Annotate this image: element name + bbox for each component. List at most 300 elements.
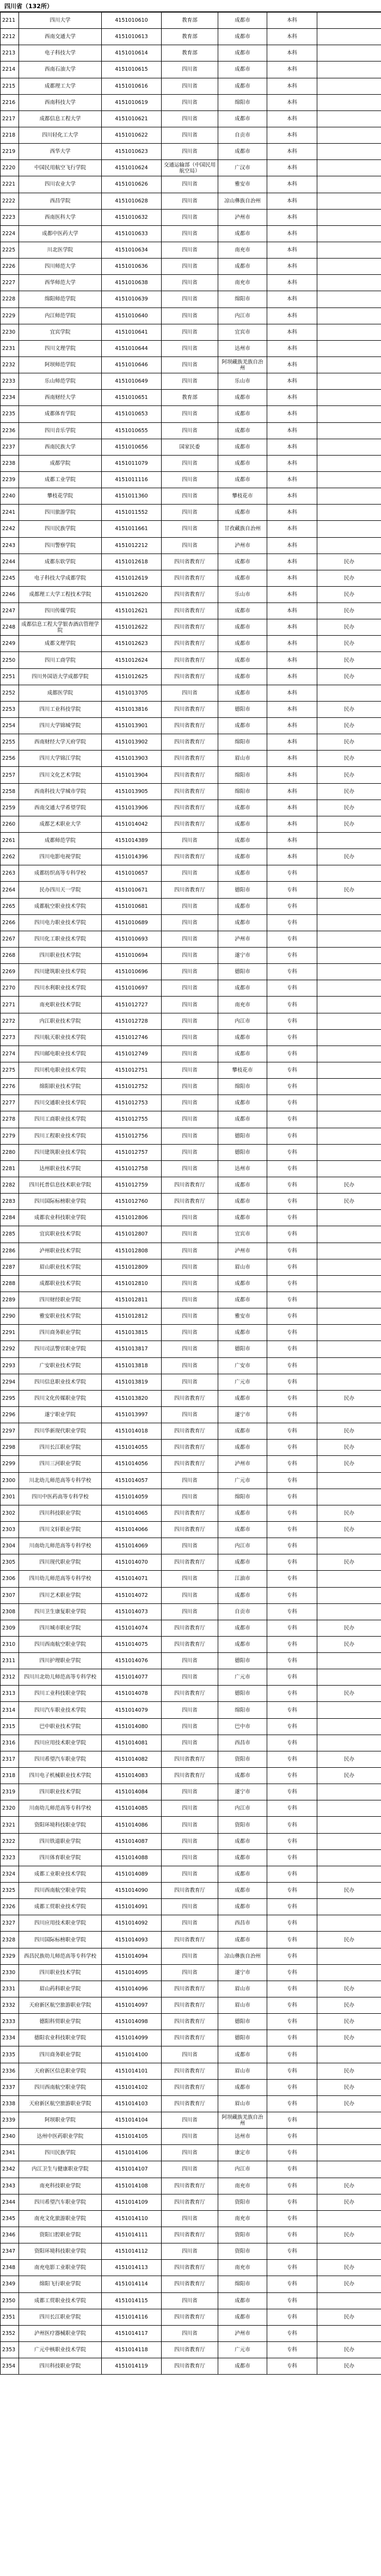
table-row xyxy=(1,1013,381,1029)
school-name-cell: 西南财经大学天府学院 xyxy=(19,734,102,751)
level-cell: 本科 xyxy=(267,308,317,324)
level-cell: 本科 xyxy=(267,13,317,29)
school-code-cell: 4151010634 xyxy=(102,242,162,258)
level-cell: 本科 xyxy=(267,455,317,471)
school-code-cell: 4151010696 xyxy=(102,964,162,980)
remark-cell: 民办 xyxy=(317,1194,381,1210)
table-row xyxy=(1,668,381,685)
location-cell: 成都市 xyxy=(218,1292,267,1308)
table-row xyxy=(1,1603,381,1620)
school-code-cell: 4151012756 xyxy=(102,1128,162,1144)
authority-cell: 四川省教育厅 xyxy=(162,1456,218,1472)
school-name-cell: 西南石油大学 xyxy=(19,62,102,78)
row-index-cell: 2352 xyxy=(1,2325,19,2341)
remark-cell xyxy=(317,964,381,980)
authority-cell: 四川省教育厅 xyxy=(162,2095,218,2112)
school-name-cell: 广元中核职业技术学院 xyxy=(19,2341,102,2358)
level-cell: 专科 xyxy=(267,1226,317,1243)
level-cell: 专科 xyxy=(267,1406,317,1423)
table-row xyxy=(1,2194,381,2210)
remark-cell xyxy=(317,94,381,110)
school-name-cell: 四川外国语大学成都学院 xyxy=(19,668,102,685)
authority-cell: 教育部 xyxy=(162,390,218,406)
authority-cell: 四川省 xyxy=(162,78,218,94)
remark-cell xyxy=(317,2161,381,2178)
table-row xyxy=(1,356,381,373)
school-code-cell: 4151010622 xyxy=(102,127,162,143)
authority-cell: 四川省 xyxy=(162,980,218,997)
school-name-cell: 四川职业技术学院 xyxy=(19,1784,102,1800)
authority-cell: 四川省教育厅 xyxy=(162,1440,218,1456)
remark-cell xyxy=(317,1079,381,1095)
authority-cell: 四川省 xyxy=(162,1653,218,1669)
school-name-cell: 资阳口腔职业学院 xyxy=(19,2227,102,2243)
school-code-cell: 4151014114 xyxy=(102,2276,162,2292)
level-cell: 本科 xyxy=(267,816,317,832)
remark-cell: 民办 xyxy=(317,1768,381,1784)
authority-cell: 四川省 xyxy=(162,356,218,373)
row-index-cell: 2307 xyxy=(1,1587,19,1603)
level-cell: 专科 xyxy=(267,1160,317,1177)
location-cell: 达州市 xyxy=(218,1160,267,1177)
table-row xyxy=(1,78,381,94)
table-row xyxy=(1,1440,381,1456)
authority-cell: 四川省 xyxy=(162,340,218,356)
remark-cell: 民办 xyxy=(317,2030,381,2046)
school-code-cell: 4151011661 xyxy=(102,521,162,537)
row-index-cell: 2230 xyxy=(1,324,19,340)
row-index-cell: 2344 xyxy=(1,2194,19,2210)
location-cell: 成都市 xyxy=(218,685,267,701)
table-row xyxy=(1,2325,381,2341)
authority-cell: 交通运输部（中国民用航空局） xyxy=(162,160,218,176)
row-index-cell: 2335 xyxy=(1,2046,19,2063)
school-name-cell: 四川现代职业学院 xyxy=(19,1554,102,1571)
remark-cell xyxy=(317,1210,381,1226)
location-cell: 德阳市 xyxy=(218,964,267,980)
remark-cell xyxy=(317,1128,381,1144)
school-name-cell: 成都中医药大学 xyxy=(19,225,102,242)
location-cell: 成都市 xyxy=(218,1866,267,1882)
level-cell: 专科 xyxy=(267,2079,317,2095)
table-row xyxy=(1,193,381,209)
table-row xyxy=(1,62,381,78)
authority-cell: 四川省教育厅 xyxy=(162,2309,218,2325)
school-name-cell: 宜宾职业技术学院 xyxy=(19,1226,102,1243)
school-code-cell: 4151013901 xyxy=(102,718,162,734)
table-row xyxy=(1,2129,381,2145)
table-row xyxy=(1,1111,381,1128)
school-name-cell: 四川文化艺术学院 xyxy=(19,767,102,783)
authority-cell: 四川省教育厅 xyxy=(162,2194,218,2210)
school-code-cell: 4151014070 xyxy=(102,1554,162,1571)
school-name-cell: 四川机电职业技术学院 xyxy=(19,1062,102,1079)
authority-cell: 四川省教育厅 xyxy=(162,1932,218,1948)
school-code-cell: 4151012760 xyxy=(102,1194,162,1210)
location-cell: 成都市 xyxy=(218,816,267,832)
table-row xyxy=(1,980,381,997)
school-name-cell: 西南科技大学 xyxy=(19,94,102,110)
school-code-cell: 4151014097 xyxy=(102,1997,162,2014)
school-code-cell: 4151010619 xyxy=(102,94,162,110)
school-name-cell: 成都文理学院 xyxy=(19,636,102,652)
level-cell: 专科 xyxy=(267,1899,317,1915)
authority-cell: 四川省 xyxy=(162,505,218,521)
row-index-cell: 2234 xyxy=(1,390,19,406)
remark-cell: 民办 xyxy=(317,2063,381,2079)
remark-cell: 民办 xyxy=(317,1177,381,1193)
table-row xyxy=(1,225,381,242)
remark-cell xyxy=(317,1833,381,1849)
school-name-cell: 电子科技大学成都学院 xyxy=(19,570,102,586)
school-name-cell: 天府新区信息职业学院 xyxy=(19,2063,102,2079)
row-index-cell: 2241 xyxy=(1,505,19,521)
school-name-cell: 四川民族学院 xyxy=(19,521,102,537)
school-name-cell: 四川化工职业技术学院 xyxy=(19,931,102,947)
level-cell: 专科 xyxy=(267,2145,317,2161)
remark-cell: 民办 xyxy=(317,570,381,586)
row-index-cell: 2276 xyxy=(1,1079,19,1095)
row-index-cell: 2336 xyxy=(1,2063,19,2079)
remark-cell: 民办 xyxy=(317,1390,381,1406)
authority-cell: 四川省 xyxy=(162,144,218,160)
authority-cell: 四川省 xyxy=(162,914,218,931)
level-cell: 专科 xyxy=(267,2292,317,2309)
location-cell: 内江市 xyxy=(218,2161,267,2178)
school-name-cell: 眉山职业技术学院 xyxy=(19,1259,102,1275)
school-name-cell: 西昌民族幼儿师范高等专科学校 xyxy=(19,1948,102,1964)
location-cell: 成都市 xyxy=(218,1521,267,1538)
school-code-cell: 4151010689 xyxy=(102,914,162,931)
remark-cell: 民办 xyxy=(317,554,381,570)
location-cell: 成都市 xyxy=(218,603,267,619)
row-index-cell: 2324 xyxy=(1,1866,19,1882)
row-index-cell: 2304 xyxy=(1,1538,19,1554)
authority-cell: 四川省 xyxy=(162,110,218,127)
row-index-cell: 2221 xyxy=(1,176,19,193)
location-cell: 乐山市 xyxy=(218,373,267,390)
authority-cell: 四川省 xyxy=(162,1259,218,1275)
remark-cell: 民办 xyxy=(317,2079,381,2095)
remark-cell xyxy=(317,209,381,225)
table-row xyxy=(1,1833,381,1849)
school-code-cell: 4151014095 xyxy=(102,1964,162,1981)
level-cell: 本科 xyxy=(267,521,317,537)
row-index-cell: 2291 xyxy=(1,1325,19,1341)
school-name-cell: 四川幼儿师范高等专科学校 xyxy=(19,1571,102,1587)
authority-cell: 四川省 xyxy=(162,898,218,914)
row-index-cell: 2229 xyxy=(1,308,19,324)
remark-cell xyxy=(317,833,381,849)
remark-cell xyxy=(317,948,381,964)
row-index-cell: 2301 xyxy=(1,1489,19,1505)
row-index-cell: 2334 xyxy=(1,2030,19,2046)
school-name-cell: 四川汽车职业技术学院 xyxy=(19,1702,102,1718)
authority-cell: 四川省 xyxy=(162,521,218,537)
table-row xyxy=(1,127,381,143)
remark-cell xyxy=(317,62,381,78)
location-cell: 绵阳市 xyxy=(218,734,267,751)
authority-cell: 四川省教育厅 xyxy=(162,1554,218,1571)
table-row xyxy=(1,94,381,110)
remark-cell xyxy=(317,505,381,521)
location-cell: 成都市 xyxy=(218,455,267,471)
level-cell: 专科 xyxy=(267,1194,317,1210)
row-index-cell: 2280 xyxy=(1,1144,19,1160)
level-cell: 本科 xyxy=(267,259,317,275)
row-index-cell: 2313 xyxy=(1,1686,19,1702)
school-name-cell: 绵阳飞行职业学院 xyxy=(19,2276,102,2292)
level-cell: 专科 xyxy=(267,1948,317,1964)
location-cell: 遂宁市 xyxy=(218,1964,267,1981)
authority-cell: 四川省 xyxy=(162,1718,218,1735)
row-index-cell: 2236 xyxy=(1,422,19,439)
school-code-cell: 4151014069 xyxy=(102,1538,162,1554)
row-index-cell: 2240 xyxy=(1,488,19,505)
table-row xyxy=(1,1964,381,1981)
authority-cell: 四川省教育厅 xyxy=(162,2260,218,2276)
school-name-cell: 四川文轩职业学院 xyxy=(19,1521,102,1538)
authority-cell: 四川省 xyxy=(162,2046,218,2063)
location-cell: 成都市 xyxy=(218,1325,267,1341)
school-code-cell: 4151012746 xyxy=(102,1029,162,1046)
location-cell: 南充市 xyxy=(218,275,267,291)
remark-cell: 民办 xyxy=(317,1883,381,1899)
location-cell: 眉山市 xyxy=(218,1981,267,1997)
remark-cell: 民办 xyxy=(317,619,381,636)
table-row xyxy=(1,2161,381,2178)
table-row xyxy=(1,1784,381,1800)
authority-cell: 四川省 xyxy=(162,964,218,980)
authority-cell: 四川省 xyxy=(162,2161,218,2178)
school-code-cell: 4151014116 xyxy=(102,2309,162,2325)
remark-cell: 民办 xyxy=(317,2178,381,2194)
school-name-cell: 成都理工大学 xyxy=(19,78,102,94)
location-cell: 凉山彝族自治州 xyxy=(218,1948,267,1964)
school-name-cell: 四川科技职业学院 xyxy=(19,1505,102,1521)
authority-cell: 四川省 xyxy=(162,373,218,390)
remark-cell xyxy=(317,685,381,701)
school-code-cell: 4151014087 xyxy=(102,1833,162,1849)
school-code-cell: 4151010636 xyxy=(102,259,162,275)
school-code-cell: 4151010646 xyxy=(102,356,162,373)
authority-cell: 四川省 xyxy=(162,1292,218,1308)
school-code-cell: 4151010656 xyxy=(102,439,162,455)
remark-cell xyxy=(317,1587,381,1603)
school-name-cell: 成都纺织高等专科学校 xyxy=(19,865,102,882)
school-code-cell: 4151014112 xyxy=(102,2243,162,2260)
school-code-cell: 4151014117 xyxy=(102,2325,162,2341)
row-index-cell: 2315 xyxy=(1,1718,19,1735)
authority-cell: 四川省 xyxy=(162,2145,218,2161)
remark-cell xyxy=(317,1160,381,1177)
location-cell: 凉山彝族自治州 xyxy=(218,193,267,209)
level-cell: 专科 xyxy=(267,1046,317,1062)
remark-cell xyxy=(317,2210,381,2227)
remark-cell: 民办 xyxy=(317,1997,381,2014)
authority-cell: 四川省教育厅 xyxy=(162,1636,218,1652)
table-row xyxy=(1,1521,381,1538)
authority-cell: 四川省 xyxy=(162,1866,218,1882)
table-row xyxy=(1,783,381,800)
authority-cell: 四川省 xyxy=(162,471,218,488)
school-code-cell: 4151014098 xyxy=(102,2014,162,2030)
authority-cell: 四川省 xyxy=(162,1800,218,1817)
remark-cell xyxy=(317,1915,381,1932)
school-code-cell: 4151010693 xyxy=(102,931,162,947)
row-index-cell: 2350 xyxy=(1,2292,19,2309)
authority-cell: 四川省教育厅 xyxy=(162,2014,218,2030)
table-row xyxy=(1,1210,381,1226)
remark-cell xyxy=(317,455,381,471)
level-cell: 专科 xyxy=(267,1554,317,1571)
level-cell: 本科 xyxy=(267,800,317,816)
authority-cell: 四川省 xyxy=(162,1079,218,1095)
school-code-cell: 4151013705 xyxy=(102,685,162,701)
level-cell: 专科 xyxy=(267,1423,317,1440)
location-cell: 成都市 xyxy=(218,13,267,29)
table-row xyxy=(1,554,381,570)
location-cell: 宜宾市 xyxy=(218,1226,267,1243)
level-cell: 本科 xyxy=(267,78,317,94)
school-code-cell: 4151012622 xyxy=(102,619,162,636)
level-cell: 专科 xyxy=(267,1111,317,1128)
remark-cell xyxy=(317,1784,381,1800)
table-row xyxy=(1,1653,381,1669)
location-cell: 成都市 xyxy=(218,1210,267,1226)
location-cell: 成都市 xyxy=(218,1275,267,1292)
school-name-cell: 成都信息工程大学 xyxy=(19,110,102,127)
location-cell: 成都市 xyxy=(218,1554,267,1571)
authority-cell: 四川省教育厅 xyxy=(162,767,218,783)
authority-cell: 四川省 xyxy=(162,1160,218,1177)
remark-cell xyxy=(317,471,381,488)
school-name-cell: 四川旅游学院 xyxy=(19,505,102,521)
table-row xyxy=(1,865,381,882)
row-index-cell: 2228 xyxy=(1,291,19,308)
level-cell: 专科 xyxy=(267,1456,317,1472)
remark-cell: 民办 xyxy=(317,1505,381,1521)
remark-cell xyxy=(317,1275,381,1292)
level-cell: 本科 xyxy=(267,160,317,176)
school-name-cell: 四川科技职业学院 xyxy=(19,2358,102,2375)
level-cell: 本科 xyxy=(267,29,317,45)
remark-cell xyxy=(317,488,381,505)
location-cell: 攀枝花市 xyxy=(218,1062,267,1079)
school-code-cell: 4151014110 xyxy=(102,2210,162,2227)
remark-cell xyxy=(317,2112,381,2129)
school-code-cell: 4151010640 xyxy=(102,308,162,324)
table-row xyxy=(1,2276,381,2292)
level-cell: 本科 xyxy=(267,570,317,586)
row-index-cell: 2261 xyxy=(1,833,19,849)
school-name-cell: 四川川北幼儿师范高等专科学校 xyxy=(19,1669,102,1686)
authority-cell: 四川省教育厅 xyxy=(162,603,218,619)
remark-cell: 民办 xyxy=(317,2276,381,2292)
level-cell: 本科 xyxy=(267,62,317,78)
school-code-cell: 4151014096 xyxy=(102,1981,162,1997)
school-code-cell: 4151014093 xyxy=(102,1932,162,1948)
school-name-cell: 内江师范学院 xyxy=(19,308,102,324)
row-index-cell: 2281 xyxy=(1,1160,19,1177)
school-code-cell: 4151014094 xyxy=(102,1948,162,1964)
location-cell: 绵阳市 xyxy=(218,1079,267,1095)
table-row xyxy=(1,1554,381,1571)
authority-cell: 四川省 xyxy=(162,1210,218,1226)
level-cell: 专科 xyxy=(267,1472,317,1489)
remark-cell xyxy=(317,1964,381,1981)
authority-cell: 四川省 xyxy=(162,1062,218,1079)
authority-cell: 四川省 xyxy=(162,2292,218,2309)
table-row xyxy=(1,1292,381,1308)
authority-cell: 四川省 xyxy=(162,308,218,324)
level-cell: 本科 xyxy=(267,390,317,406)
table-row xyxy=(1,2292,381,2309)
location-cell: 成都市 xyxy=(218,471,267,488)
school-name-cell: 中国民用航空飞行学院 xyxy=(19,160,102,176)
authority-cell: 四川省 xyxy=(162,1571,218,1587)
authority-cell: 四川省 xyxy=(162,176,218,193)
school-code-cell: 4151011552 xyxy=(102,505,162,521)
level-cell: 专科 xyxy=(267,1095,317,1111)
table-row xyxy=(1,2210,381,2227)
row-index-cell: 2271 xyxy=(1,997,19,1013)
school-code-cell: 4151014059 xyxy=(102,1489,162,1505)
table-row xyxy=(1,1751,381,1767)
table-row xyxy=(1,1620,381,1636)
location-cell: 自贡市 xyxy=(218,127,267,143)
location-cell: 眉山市 xyxy=(218,2063,267,2079)
remark-cell: 民办 xyxy=(317,767,381,783)
row-index-cell: 2337 xyxy=(1,2079,19,2095)
authority-cell: 四川省教育厅 xyxy=(162,652,218,668)
school-name-cell: 德阳科贸职业学院 xyxy=(19,2014,102,2030)
school-name-cell: 四川城市职业学院 xyxy=(19,1620,102,1636)
level-cell: 专科 xyxy=(267,2276,317,2292)
row-index-cell: 2246 xyxy=(1,586,19,602)
location-cell: 广元市 xyxy=(218,1374,267,1390)
location-cell: 成都市 xyxy=(218,2358,267,2375)
level-cell: 专科 xyxy=(267,2227,317,2243)
remark-cell xyxy=(317,78,381,94)
school-code-cell: 4151014080 xyxy=(102,1718,162,1735)
school-code-cell: 4151014083 xyxy=(102,1768,162,1784)
table-row xyxy=(1,964,381,980)
school-name-cell: 川北医学院 xyxy=(19,242,102,258)
school-name-cell: 绵阳职业技术学院 xyxy=(19,1079,102,1095)
school-code-cell: 4151014109 xyxy=(102,2194,162,2210)
school-code-cell: 4151012621 xyxy=(102,603,162,619)
remark-cell xyxy=(317,110,381,127)
table-row xyxy=(1,1686,381,1702)
level-cell: 专科 xyxy=(267,1735,317,1751)
location-cell: 成都市 xyxy=(218,110,267,127)
table-row xyxy=(1,2243,381,2260)
location-cell: 康定市 xyxy=(218,2145,267,2161)
school-code-cell: 4151014101 xyxy=(102,2063,162,2079)
row-index-cell: 2218 xyxy=(1,127,19,143)
level-cell: 专科 xyxy=(267,1308,317,1325)
authority-cell: 四川省 xyxy=(162,1784,218,1800)
authority-cell: 四川省 xyxy=(162,1833,218,1849)
school-code-cell: 4151012619 xyxy=(102,570,162,586)
school-name-cell: 成都航空职业技术学院 xyxy=(19,898,102,914)
authority-cell: 四川省 xyxy=(162,455,218,471)
level-cell: 专科 xyxy=(267,1341,317,1357)
school-code-cell: 4151012618 xyxy=(102,554,162,570)
school-name-cell: 西南交通大学 xyxy=(19,29,102,45)
table-row xyxy=(1,2358,381,2375)
